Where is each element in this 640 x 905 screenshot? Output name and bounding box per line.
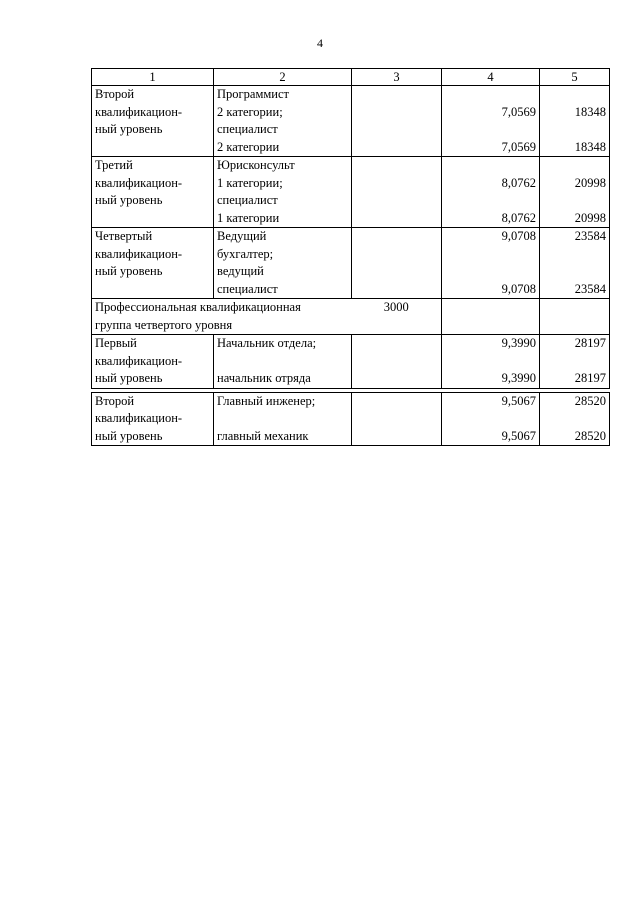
header-cell: 3 [352,69,442,86]
salary-line: 23584 [574,229,606,243]
salary-line: 18348 [574,139,606,154]
position-line: 2 категории [217,139,280,154]
coefficient-line: 9,0708 [501,281,536,296]
coefficient-cell [442,228,540,299]
coefficient-line: 9,3990 [501,371,536,385]
position-line: главный механик [217,428,309,443]
level-line: ный уровень [95,122,163,136]
salary-line: 28197 [574,371,606,385]
coefficient-cell [442,157,540,228]
position-line: Ведущий [217,229,267,243]
salary-cell [540,228,610,299]
group-label-line: группа четвертого уровня [95,317,233,332]
group-label-cell [92,299,352,335]
level-cell [92,228,214,299]
position-line: начальник отряда [217,371,311,385]
coefficient-line [445,157,536,175]
table-row [92,86,610,157]
group-label-line: Профессиональная квалификационная [95,300,301,314]
level-line: квалификацион- [95,175,183,190]
position-line: специалист [217,281,278,296]
salary-cell [540,335,610,389]
coefficient-line: 7,0569 [501,139,536,154]
position-line [217,353,348,371]
coefficient-line [445,353,536,371]
level-cell [92,157,214,228]
coefficient-line: 7,0569 [501,104,536,119]
header-cell: 1 [92,69,214,86]
salary-cell [540,157,610,228]
salary-line: 23584 [574,281,606,296]
salary-line: 20998 [574,175,606,190]
coefficient-cell [442,335,540,389]
table-row [92,157,610,228]
table-row [92,335,610,389]
salary-cell [540,86,610,157]
header-cell: 4 [442,69,540,86]
group-row [92,299,610,335]
coefficient-line [445,121,536,139]
col3-cell [352,335,442,389]
position-line [217,410,348,428]
level-line: Второй [95,87,135,101]
col3-cell [352,228,442,299]
position-line: 1 категории [217,210,280,225]
position-line: Начальник отдела; [217,336,317,350]
col3-cell [352,157,442,228]
salary-line [543,192,606,210]
col5-cell [540,299,610,335]
salary-line [543,353,606,371]
coefficient-line [445,86,536,104]
level-line: ный уровень [95,371,163,385]
position-line: Юрисконсульт [217,158,295,172]
level-cell [92,86,214,157]
coefficient-cell [442,392,540,446]
salary-line [543,121,606,139]
level-line: ный уровень [95,193,163,207]
coefficient-line: 9,0708 [501,229,536,243]
level-line: Первый [95,336,137,350]
coefficient-line [445,410,536,428]
col3-cell [352,86,442,157]
coefficient-cell [442,86,540,157]
coefficient-line [445,246,536,264]
coefficient-line: 8,0762 [501,210,536,225]
salary-line: 20998 [574,210,606,225]
table-row [92,392,610,446]
position-cell [214,157,352,228]
col3-cell [352,392,442,446]
position-line: 2 категории; [217,104,283,119]
salary-line [543,246,606,264]
salary-cell [540,392,610,446]
level-line: квалификацион- [95,353,183,368]
level-line: Четвертый [95,229,153,243]
level-cell [92,392,214,446]
group-col3-cell: 3000 [352,299,442,335]
table-header-row [92,69,610,86]
position-line: ведущий [217,264,264,278]
level-line: квалификацион- [95,104,183,119]
salary-line: 28520 [574,393,606,408]
col4-cell [442,299,540,335]
position-line: бухгалтер; [217,246,274,261]
salary-line [543,86,606,104]
position-line: Программист [217,87,289,101]
position-line: специалист [217,122,278,136]
salary-line [543,157,606,175]
salary-line: 28520 [574,428,606,443]
coefficient-line [445,192,536,210]
header-cell: 5 [540,69,610,86]
level-line: квалификацион- [95,246,183,261]
table-row [92,228,610,299]
salary-line: 28197 [574,336,606,350]
position-line: специалист [217,193,278,207]
level-line: ный уровень [95,264,163,278]
level-cell [92,335,214,389]
position-cell [214,86,352,157]
position-line: 1 категории; [217,175,283,190]
salary-line [543,263,606,281]
salary-line [543,410,606,428]
salary-line: 18348 [574,104,606,119]
coefficient-line [445,263,536,281]
position-cell [214,228,352,299]
coefficient-line: 8,0762 [501,175,536,190]
position-line: Главный инженер; [217,393,316,408]
level-line: ный уровень [95,428,163,443]
coefficient-line: 9,5067 [501,428,536,443]
salary-table [91,68,610,446]
header-cell: 2 [214,69,352,86]
level-line: Третий [95,158,133,172]
coefficient-line: 9,5067 [501,393,536,408]
level-line: Второй [95,393,135,408]
level-line: квалификацион- [95,411,183,425]
position-cell [214,335,352,389]
coefficient-line: 9,3990 [501,336,536,350]
position-cell [214,392,352,446]
page-number: 4 [317,36,323,50]
